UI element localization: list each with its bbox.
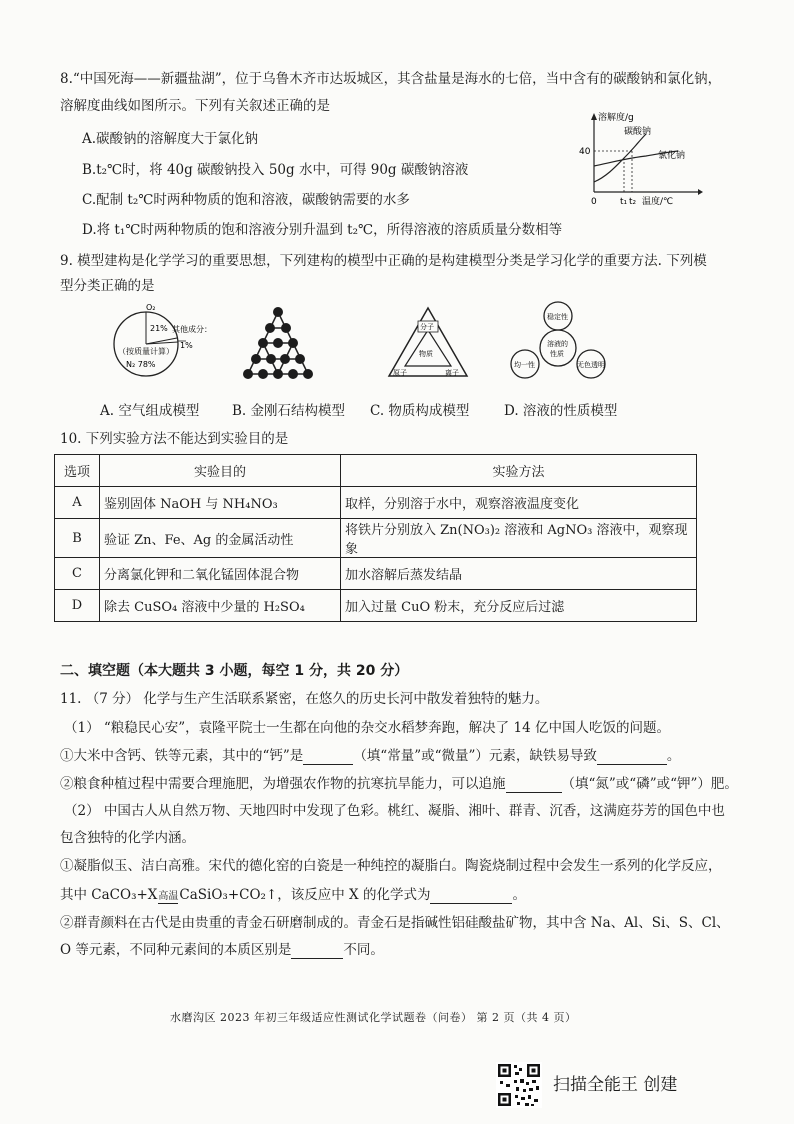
q11-equation-end: 。	[512, 887, 526, 903]
section-2-title: 二、填空题（本大题共 3 小题，每空 1 分，共 20 分）	[60, 663, 409, 679]
q8-option-a: A.碳酸钠的溶解度大于氯化钠	[82, 131, 259, 147]
q11-part2-line2: 包含独特的化学内涵。	[60, 830, 195, 846]
header-purpose: 实验目的	[100, 455, 341, 487]
props-center-label-2: 性质	[550, 350, 564, 358]
q9-stem-line1: 9. 模型建构是化学学习的重要思想，下列建构的模型中正确的是构建模型分类是学习化学的重要方法. 下列模	[60, 253, 707, 269]
q10-stem: 10. 下列实验方法不能达到实验目的是	[60, 431, 289, 447]
row-a-method: 取样，分别溶于水中，观察溶液温度变化	[341, 487, 697, 519]
t1-label: t₁	[620, 197, 628, 207]
row-c-purpose: 分离氯化钾和二氧化锰固体混合物	[100, 558, 341, 590]
q9-stem-line2: 型分类正确的是	[60, 278, 155, 294]
triangle-center-label: 物质	[419, 350, 433, 358]
q11-equation-pre: 其中 CaCO₃+X	[60, 887, 158, 903]
x-axis-label: 温度/℃	[642, 197, 674, 207]
q11-1a-blank-calcium[interactable]	[303, 750, 353, 765]
header-option: 选项	[55, 455, 100, 487]
q11-part2-line3: ①凝脂似玉、洁白高雅。宋代的德化窑的白瓷是一种纯控的凝脂白。陶瓷烧制过程中会发生一系列的化学反应，	[60, 858, 722, 874]
q11-part1-intro: （1） “粮稳民心安”，袁隆平院士一生都在向他的杂交水稻梦奔跑，解决了 14 亿中国人吃饭的问题。	[64, 720, 670, 736]
q11-1a-blank-iron-deficiency[interactable]	[597, 750, 667, 765]
q9-option-a: A. 空气组成模型	[100, 403, 200, 419]
row-b-purpose: 验证 Zn、Fe、Ag 的金属活动性	[100, 519, 341, 558]
q11-part2-line6	[60, 941, 384, 959]
q11-2b-text-pre: O 等元素，不同种元素间的本质区别是	[60, 942, 292, 958]
triangle-top-label: 分子	[420, 323, 434, 331]
q8-option-d: D.将 t₁℃时两种物质的饱和溶液分别升温到 t₂℃，所得溶液的溶质质量分数相等	[82, 222, 563, 238]
solubility-graph	[578, 108, 703, 208]
q8-option-b: B.t₂℃时，将 40g 碳酸钠投入 50g 水中，可得 90g 碳酸钠溶液	[82, 162, 469, 178]
solution-properties-model	[508, 300, 608, 384]
props-top-label: 稳定性	[547, 313, 568, 321]
props-right-label: 无色透明	[577, 361, 605, 369]
q11-1b-text-pre: ②粮食种植过程中需要合理施肥，为增强农作物的抗寒抗旱能力，可以追施	[60, 776, 506, 792]
row-a-option: A	[55, 487, 100, 519]
q11-part2-line5: ②群青颜料在古代是由贵重的青金石研磨制成的。青金石是指碱性铝硅酸盐矿物，其中含 Na、Al、Si、S、Cl、	[60, 915, 730, 931]
row-a-purpose: 鉴别固体 NaOH 与 NH₄NO₃	[100, 487, 341, 519]
label-sodium-carbonate: 碳酸钠	[624, 127, 652, 137]
q11-1b-text-end: （填“氮”或“磷”或“钾”）肥。	[561, 776, 738, 792]
q11-2b-text-end: 不同。	[343, 942, 384, 958]
q11-1a-text-end: 。	[666, 748, 681, 764]
row-d-purpose: 除去 CuSO₄ 溶液中少量的 H₂SO₄	[100, 590, 341, 622]
q11-1b-blank-fertilizer[interactable]	[506, 778, 562, 793]
pie-mass-note: （按质量计算）	[118, 347, 174, 356]
y-axis-arrow	[591, 113, 597, 120]
table-row	[55, 487, 697, 519]
q11-1a-text-mid: （填“常量”或“微量”）元素，缺铁易导致	[353, 748, 597, 764]
q11-2a-blank-formula-x[interactable]	[430, 889, 512, 904]
q11-2b-blank-element-difference[interactable]	[291, 944, 343, 959]
curve-sodium-carbonate	[594, 134, 646, 182]
q8-stem-line1: 8.“中国死海——新疆盐湖”，位于乌鲁木齐市达坂城区，其含盐量是海水的七倍，当中含有的碳酸钠和氯化钠，	[60, 71, 722, 87]
q11-1a-text-pre: ①大米中含钙、铁等元素，其中的“钙”是	[60, 748, 304, 764]
table-row	[55, 558, 697, 590]
props-center-label-1: 溶液的	[547, 340, 568, 348]
pie-others-percent: 1%	[180, 341, 193, 350]
row-b-option: B	[55, 519, 100, 558]
y-tick-40: 40	[579, 147, 591, 157]
q11-part1-a	[60, 747, 680, 765]
air-composition-model	[108, 304, 218, 384]
table-row	[55, 590, 697, 622]
table-header-row	[55, 455, 697, 487]
scanner-brand-watermark: 扫描全能王 创建	[553, 1075, 678, 1095]
q11-equation-condition: 高温	[158, 891, 179, 902]
row-b-method: 将铁片分别放入 Zn(NO₃)₂ 溶液和 AgNO₃ 溶液中，观察现象	[341, 519, 697, 558]
matter-composition-model	[385, 304, 471, 382]
q9-option-c: C. 物质构成模型	[370, 403, 470, 419]
props-center-circle	[540, 330, 576, 366]
props-left-label: 均一性	[514, 361, 535, 369]
triangle-right-label: 离子	[445, 369, 459, 377]
experiment-table	[54, 454, 697, 622]
q11-part2-line1: （2） 中国古人从自然万物、天地四时中发现了色彩。桃红、凝脂、湘叶、群青、沉香，这满庭芬芳的国色中也	[64, 803, 725, 819]
origin-label: 0	[591, 197, 597, 207]
label-sodium-chloride: 氯化钠	[658, 151, 686, 161]
t2-label: t₂	[629, 197, 637, 207]
y-axis-label: 溶解度/g	[598, 113, 634, 123]
diamond-structure-model	[236, 304, 320, 384]
page-footer: 水磨沟区 2023 年初三年级适应性测试化学试题卷（问卷） 第 2 页（共 4 页）	[170, 1011, 577, 1024]
q11-part2-equation-line	[60, 886, 526, 904]
q11-part1-b	[60, 775, 738, 793]
pie-o2-label: O₂	[146, 304, 156, 312]
row-c-method: 加水溶解后蒸发结晶	[341, 558, 697, 590]
triangle-left-label: 原子	[393, 369, 407, 377]
qr-code-icon	[496, 1062, 542, 1108]
pie-n2-label: N₂ 78%	[126, 360, 156, 369]
q8-option-c: C.配制 t₂℃时两种物质的饱和溶液，碳酸钠需要的水多	[82, 192, 410, 208]
pie-others-label: 其他成分：	[172, 325, 212, 334]
row-c-option: C	[55, 558, 100, 590]
q11-equation-mid: CaSiO₃+CO₂↑，该反应中 X 的化学式为	[179, 887, 431, 903]
pie-o2-percent: 21%	[150, 324, 168, 333]
header-method: 实验方法	[341, 455, 697, 487]
table-row	[55, 519, 697, 558]
q9-option-d: D. 溶液的性质模型	[504, 403, 618, 419]
q9-option-b: B. 金刚石结构模型	[232, 403, 346, 419]
q11-stem: 11. （7 分） 化学与生产生活联系紧密，在悠久的历史长河中散发着独特的魅力。	[60, 691, 549, 707]
x-axis-arrow	[698, 189, 703, 195]
row-d-method: 加入过量 CuO 粉末，充分反应后过滤	[341, 590, 697, 622]
q8-stem-line2: 溶解度曲线如图所示。下列有关叙述正确的是	[60, 98, 330, 114]
row-d-option: D	[55, 590, 100, 622]
